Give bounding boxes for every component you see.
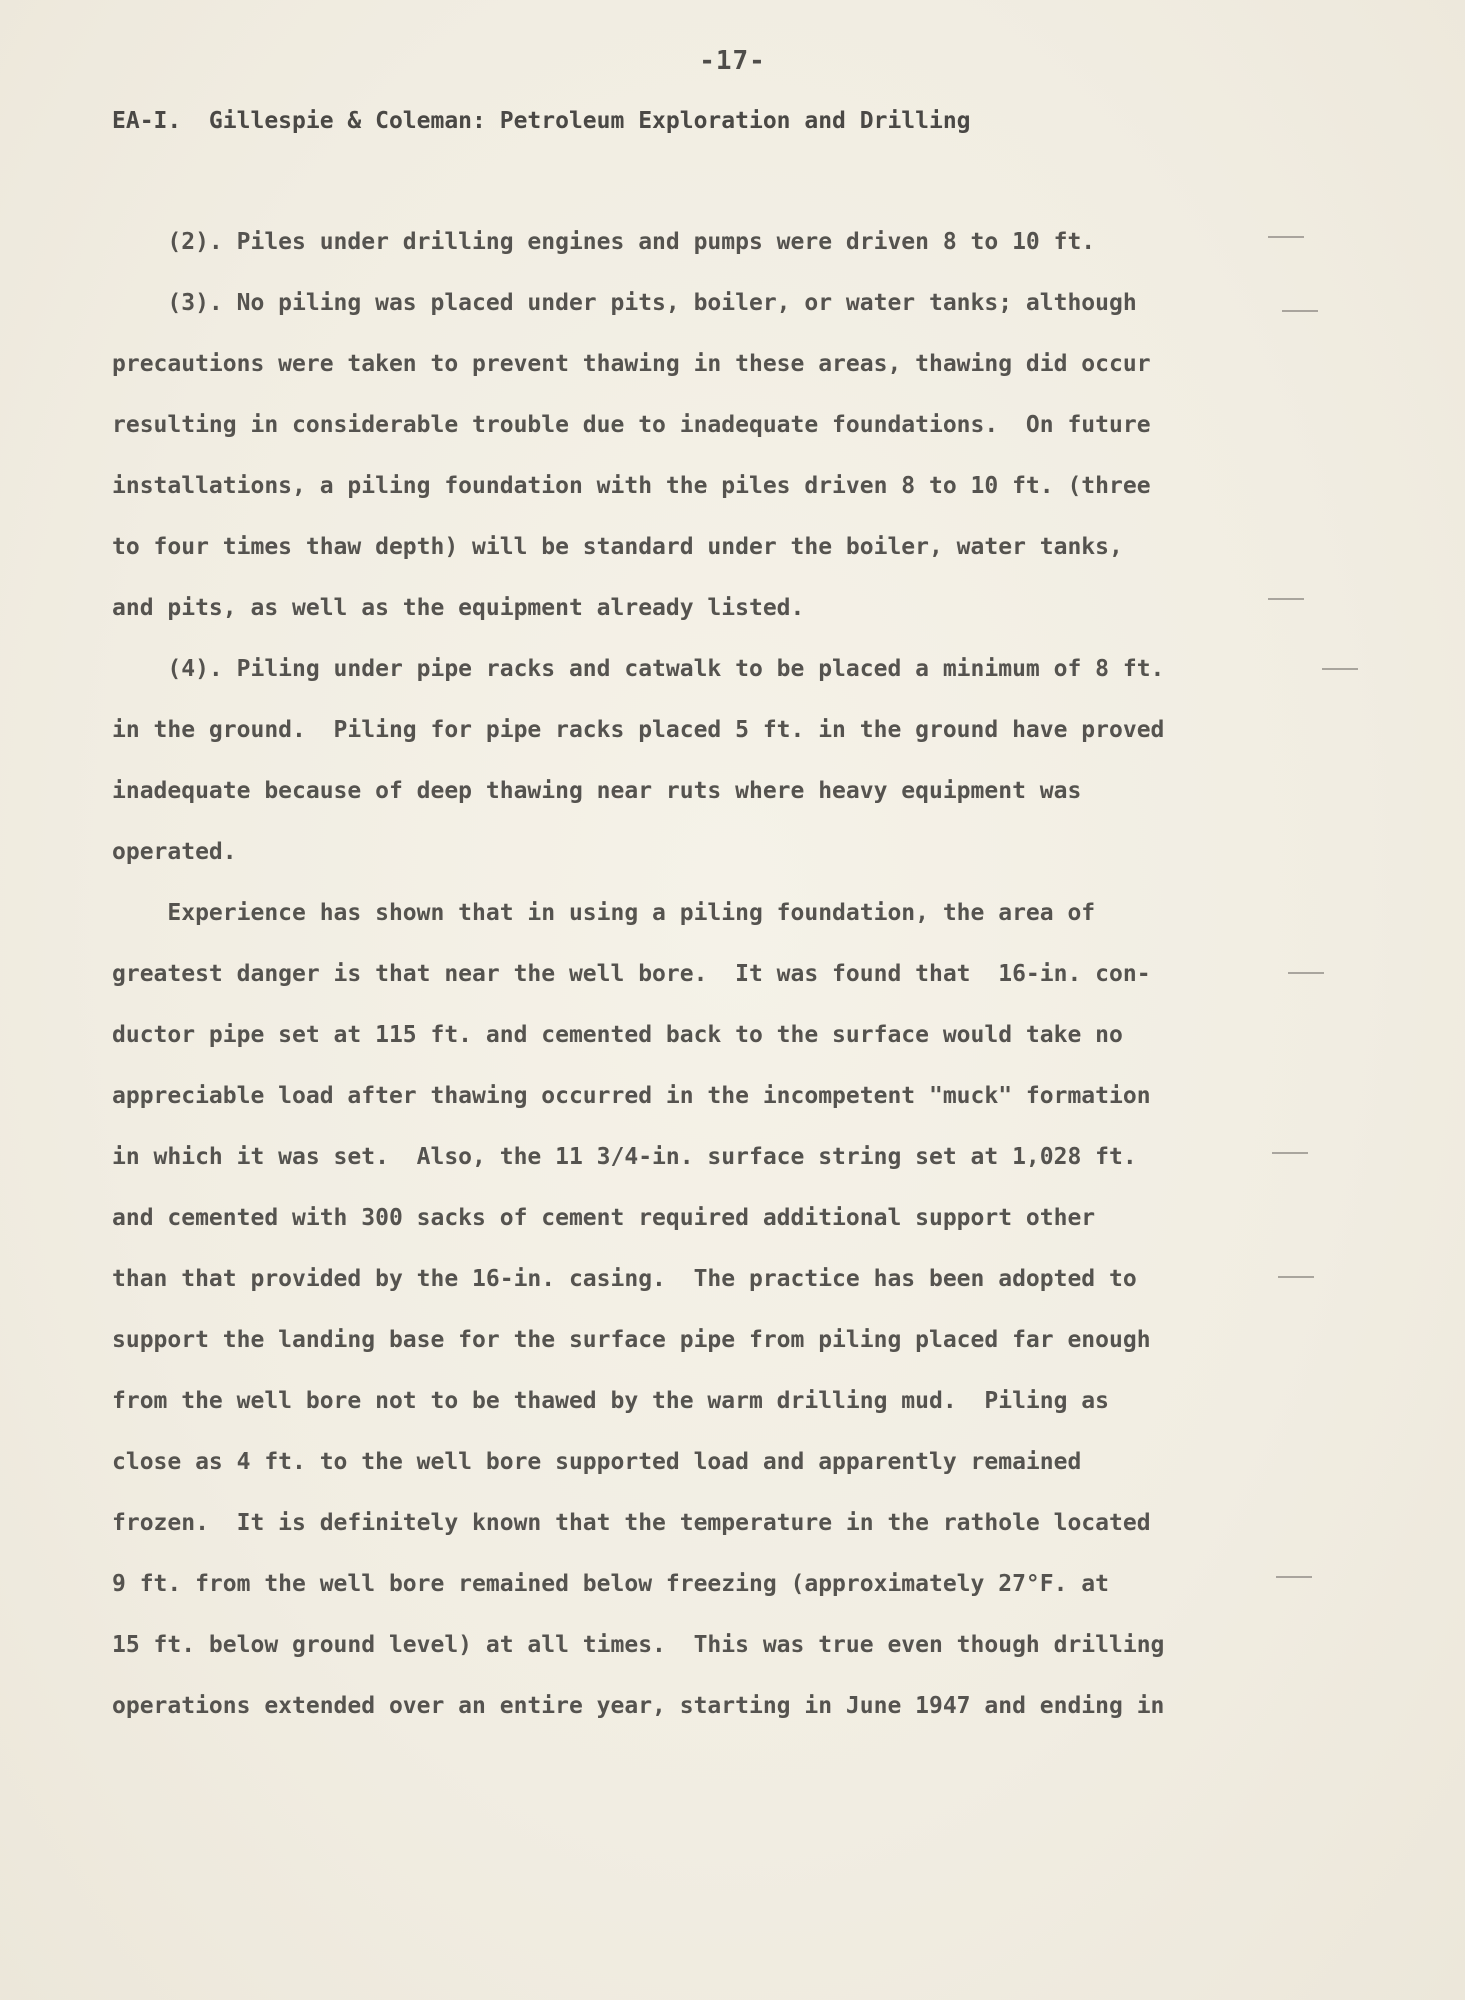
margin-tick bbox=[1322, 668, 1358, 670]
text-line: precautions were taken to prevent thawing in these areas, thawing did occur bbox=[112, 351, 1151, 377]
margin-tick bbox=[1278, 1276, 1314, 1278]
text-line: ductor pipe set at 115 ft. and cemented back to the surface would take no bbox=[112, 1022, 1123, 1048]
text-line: greatest danger is that near the well bore. It was found that 16-in. con- bbox=[112, 961, 1151, 987]
running-header: EA-I. Gillespie & Coleman: Petroleum Exploration and Drilling bbox=[112, 108, 971, 134]
text-line: operations extended over an entire year, starting in June 1947 and ending in bbox=[112, 1693, 1165, 1719]
text-line: resulting in considerable trouble due to inadequate foundations. On future bbox=[112, 412, 1151, 438]
text-line: support the landing base for the surface pipe from piling placed far enough bbox=[112, 1327, 1151, 1353]
text-line: than that provided by the 16-in. casing. The practice has been adopted to bbox=[112, 1266, 1137, 1292]
text-line: operated. bbox=[112, 839, 237, 865]
text-line: frozen. It is definitely known that the temperature in the rathole located bbox=[112, 1510, 1151, 1536]
text-line: installations, a piling foundation with the piles driven 8 to 10 ft. (three bbox=[112, 473, 1151, 499]
text-line: (3). No piling was placed under pits, boiler, or water tanks; although bbox=[112, 290, 1137, 316]
text-line: (4). Piling under pipe racks and catwalk to be placed a minimum of 8 ft. bbox=[112, 656, 1165, 682]
margin-tick bbox=[1288, 972, 1324, 974]
text-line: close as 4 ft. to the well bore supported load and apparently remained bbox=[112, 1449, 1082, 1475]
text-line: and cemented with 300 sacks of cement required additional support other bbox=[112, 1205, 1096, 1231]
margin-tick bbox=[1282, 310, 1318, 312]
text-line: and pits, as well as the equipment already listed. bbox=[112, 595, 805, 621]
text-line: from the well bore not to be thawed by the warm drilling mud. Piling as bbox=[112, 1388, 1109, 1414]
text-line: in which it was set. Also, the 11 3/4-in. surface string set at 1,028 ft. bbox=[112, 1144, 1137, 1170]
text-line: to four times thaw depth) will be standard under the boiler, water tanks, bbox=[112, 534, 1123, 560]
text-line: Experience has shown that in using a piling foundation, the area of bbox=[112, 900, 1096, 926]
text-line: 15 ft. below ground level) at all times. This was true even though drilling bbox=[112, 1632, 1165, 1658]
page-number: -17- bbox=[699, 46, 766, 76]
text-line: appreciable load after thawing occurred in the incompetent "muck" formation bbox=[112, 1083, 1151, 1109]
body-text bbox=[112, 222, 1282, 1747]
text-line: in the ground. Piling for pipe racks placed 5 ft. in the ground have proved bbox=[112, 717, 1165, 743]
text-line: (2). Piles under drilling engines and pumps were driven 8 to 10 ft. bbox=[112, 229, 1096, 255]
text-line: 9 ft. from the well bore remained below freezing (approximately 27°F. at bbox=[112, 1571, 1109, 1597]
text-line: inadequate because of deep thawing near ruts where heavy equipment was bbox=[112, 778, 1082, 804]
